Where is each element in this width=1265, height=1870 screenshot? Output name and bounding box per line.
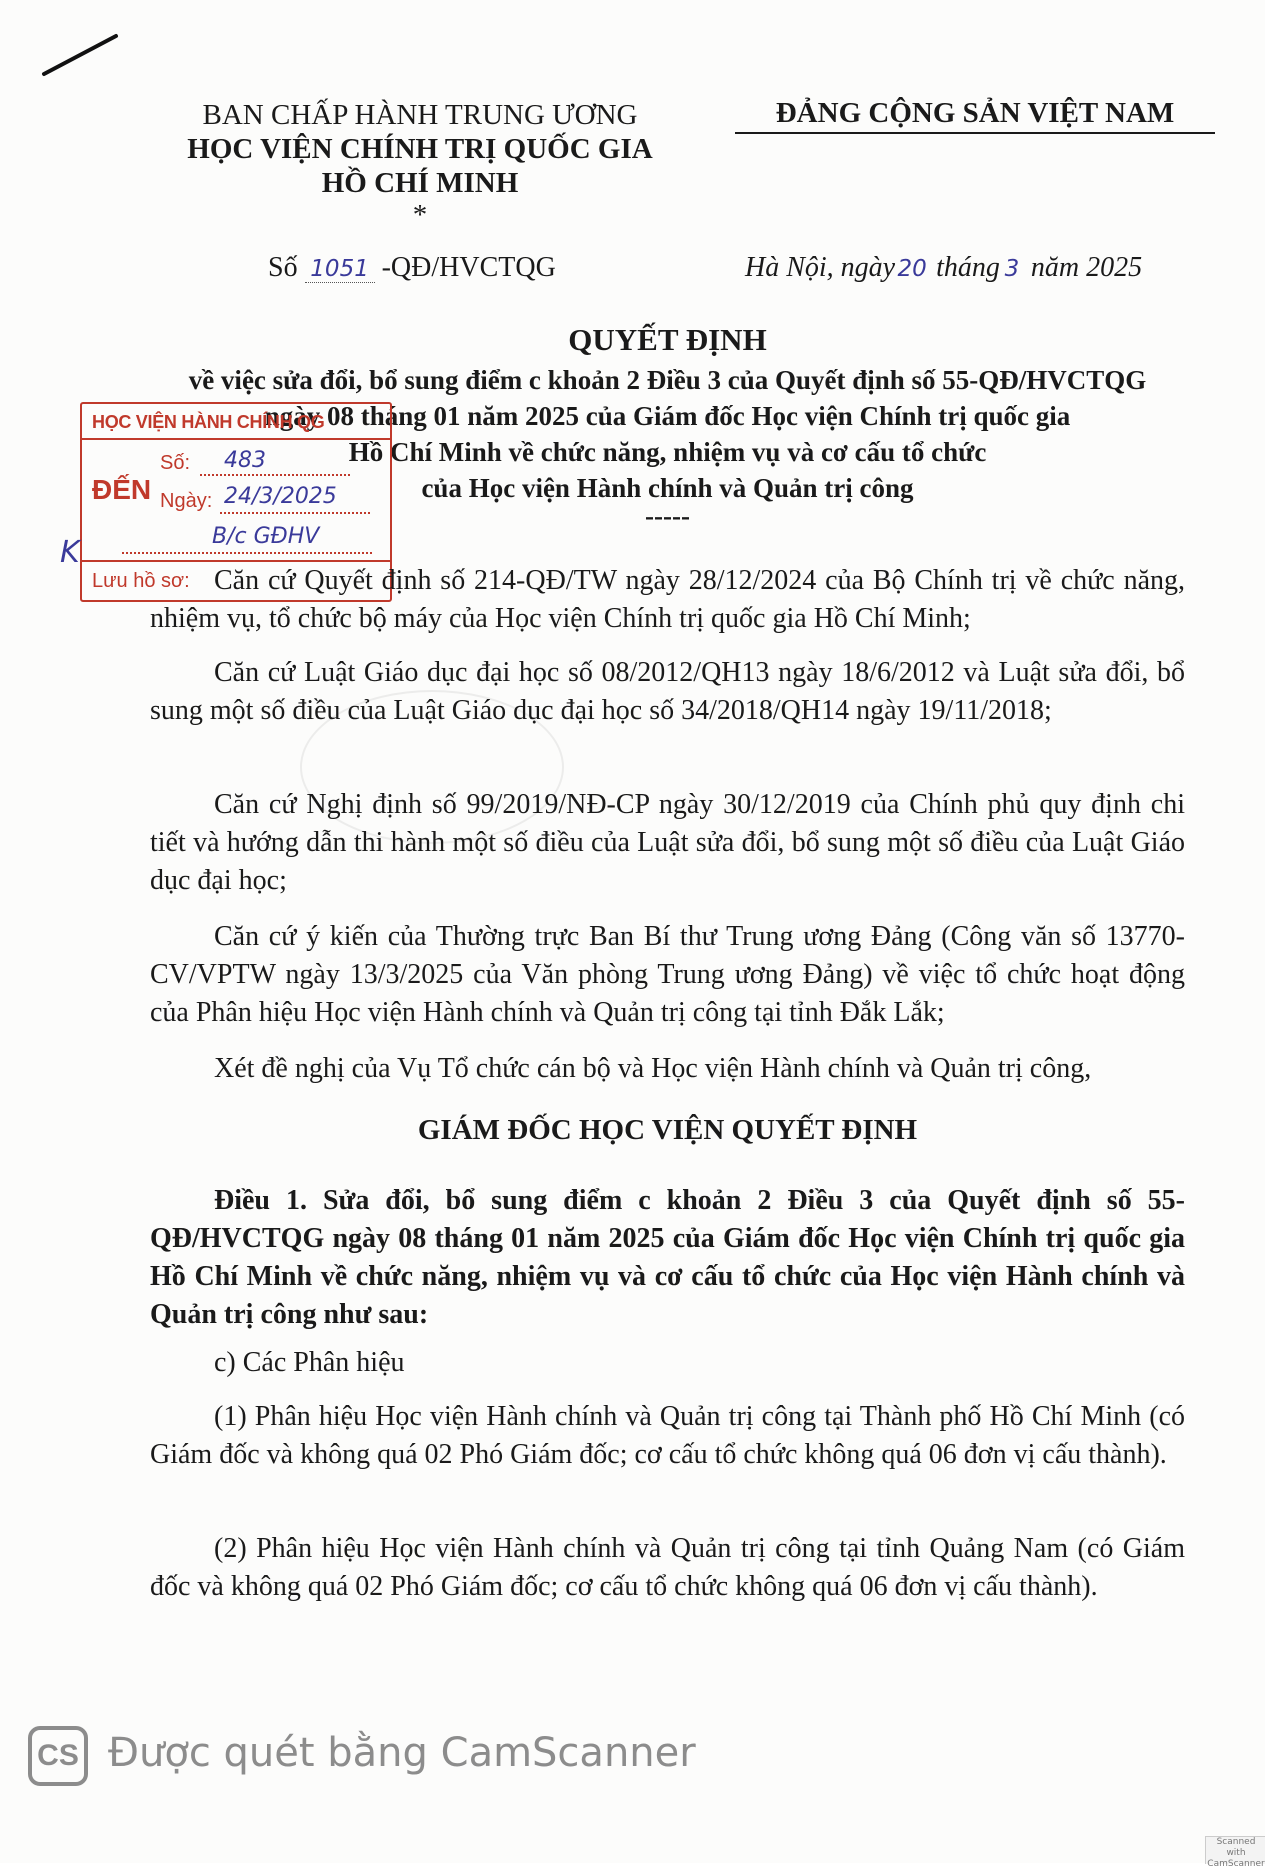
subtitle-line-1: về việc sửa đổi, bổ sung điểm c khoản 2 Điều 3 của Quyết định số 55-QĐ/HVCTQG <box>188 365 1147 395</box>
header-committee: BAN CHẤP HÀNH TRUNG ƯƠNG <box>202 99 638 131</box>
header-party-title: ĐẢNG CỘNG SẢN VIỆT NAM <box>735 96 1215 134</box>
stamp-number-value: 483 <box>224 448 266 473</box>
document-number <box>268 252 556 284</box>
subtitle-line-3: Hồ Chí Minh về chức năng, nhiệm vụ và cơ cấu tổ chức <box>348 437 987 467</box>
preamble-paragraph-1: Căn cứ Quyết định số 214-QĐ/TW ngày 28/12/2024 của Bộ Chính trị về chức năng, nhiệm vụ, tổ chức bộ máy của Học viện Chính trị quốc gia Hồ Chí Minh; <box>150 565 1185 634</box>
preamble-paragraph-4: Căn cứ ý kiến của Thường trực Ban Bí thư Trung ương Đảng (Công văn số 13770-CV/VPTW ngày 13/3/2025 của Văn phòng Trung ương Đảng) về việc tổ chức hoạt động của Phân hiệu Học viện Hành chính và Quản trị công tại tỉnh Đắk Lắk; <box>150 921 1185 1028</box>
document-number-handwritten: 1051 <box>305 256 375 283</box>
branch-item-1: (1) Phân hiệu Học viện Hành chính và Quản trị công tại Thành phố Hồ Chí Minh (có Giám đốc và không quá 02 Phó Giám đốc; cơ cấu tổ chức không quá 06 đơn vị cấu thành). <box>150 1401 1185 1470</box>
stamp-number-label: Số: <box>160 452 191 474</box>
section-c-heading: c) Các Phân hiệu <box>214 1347 405 1378</box>
stamp-file-label: Lưu hồ sơ: <box>92 570 190 592</box>
camscanner-corner-badge: Scanned with CamScanner <box>1205 1836 1265 1864</box>
stamp-forward-note: B/c GĐHV <box>212 524 320 549</box>
branch-item-2: (2) Phân hiệu Học viện Hành chính và Quản trị công tại tỉnh Quảng Nam (có Giám đốc và không quá 02 Phó Giám đốc; cơ cấu tổ chức không quá 06 đơn vị cấu thành). <box>150 1533 1185 1602</box>
subtitle-line-4: của Học viện Hành chính và Quản trị công <box>421 473 914 503</box>
decision-heading: GIÁM ĐỐC HỌC VIỆN QUYẾT ĐỊNH <box>417 1114 918 1146</box>
document-date <box>745 252 1142 284</box>
header-institution: HỌC VIỆN CHÍNH TRỊ QUỐC GIA <box>187 133 653 165</box>
margin-handwritten-mark: K <box>60 535 80 570</box>
pen-stroke-mark <box>40 30 120 80</box>
date-month-label: tháng <box>936 252 1000 283</box>
header-star: * <box>412 199 428 231</box>
stamp-title: HỌC VIỆN HÀNH CHÍNH QG <box>92 412 325 432</box>
document-number-suffix: -QĐ/HVCTQG <box>381 252 556 283</box>
header-institution-city: HỒ CHÍ MINH <box>321 167 519 199</box>
date-place: Hà Nội, ngày <box>745 252 896 283</box>
date-month-handwritten: 3 <box>1004 256 1020 282</box>
preamble-paragraph-3: Căn cứ Nghị định số 99/2019/NĐ-CP ngày 30/12/2019 của Chính phủ quy định chi tiết và hướng dẫn thi hành một số điều của Luật sửa đổi, bổ sung một số điều của Luật Giáo dục đại học; <box>150 789 1185 896</box>
stamp-den: ĐẾN <box>92 474 152 505</box>
document-number-prefix: Số <box>268 252 298 283</box>
stamp-date-value: 24/3/2025 <box>224 484 337 509</box>
camscanner-watermark-text: Được quét bằng CamScanner <box>108 1730 696 1776</box>
subtitle-line-2: ngày 08 tháng 01 năm 2025 của Giám đốc Học viện Chính trị quốc gia <box>264 401 1071 431</box>
preamble-paragraph-5: Xét đề nghị của Vụ Tổ chức cán bộ và Học viện Hành chính và Quản trị công, <box>214 1053 1092 1084</box>
article-1: Điều 1. Sửa đổi, bổ sung điểm c khoản 2 Điều 3 của Quyết định số 55-QĐ/HVCTQG ngày 08 tháng 01 năm 2025 của Giám đốc Học viện Chính trị quốc gia Hồ Chí Minh về chức năng, nhiệm vụ và cơ cấu tổ chức của Học viện Hành chính và Quản trị công như sau: <box>150 1185 1185 1330</box>
date-day-handwritten: 20 <box>897 256 927 282</box>
subtitle-divider: ----- <box>645 501 690 531</box>
stamp-date-label: Ngày: <box>160 490 213 512</box>
date-year: năm 2025 <box>1030 252 1143 283</box>
document-title: QUYẾT ĐỊNH <box>568 322 767 357</box>
preamble-paragraph-2: Căn cứ Luật Giáo dục đại học số 08/2012/QH13 ngày 18/6/2012 và Luật sửa đổi, bổ sung một số điều của Luật Giáo dục đại học số 34/2018/QH14 ngày 19/11/2018; <box>150 657 1185 726</box>
camscanner-logo-icon: CS <box>28 1726 88 1786</box>
